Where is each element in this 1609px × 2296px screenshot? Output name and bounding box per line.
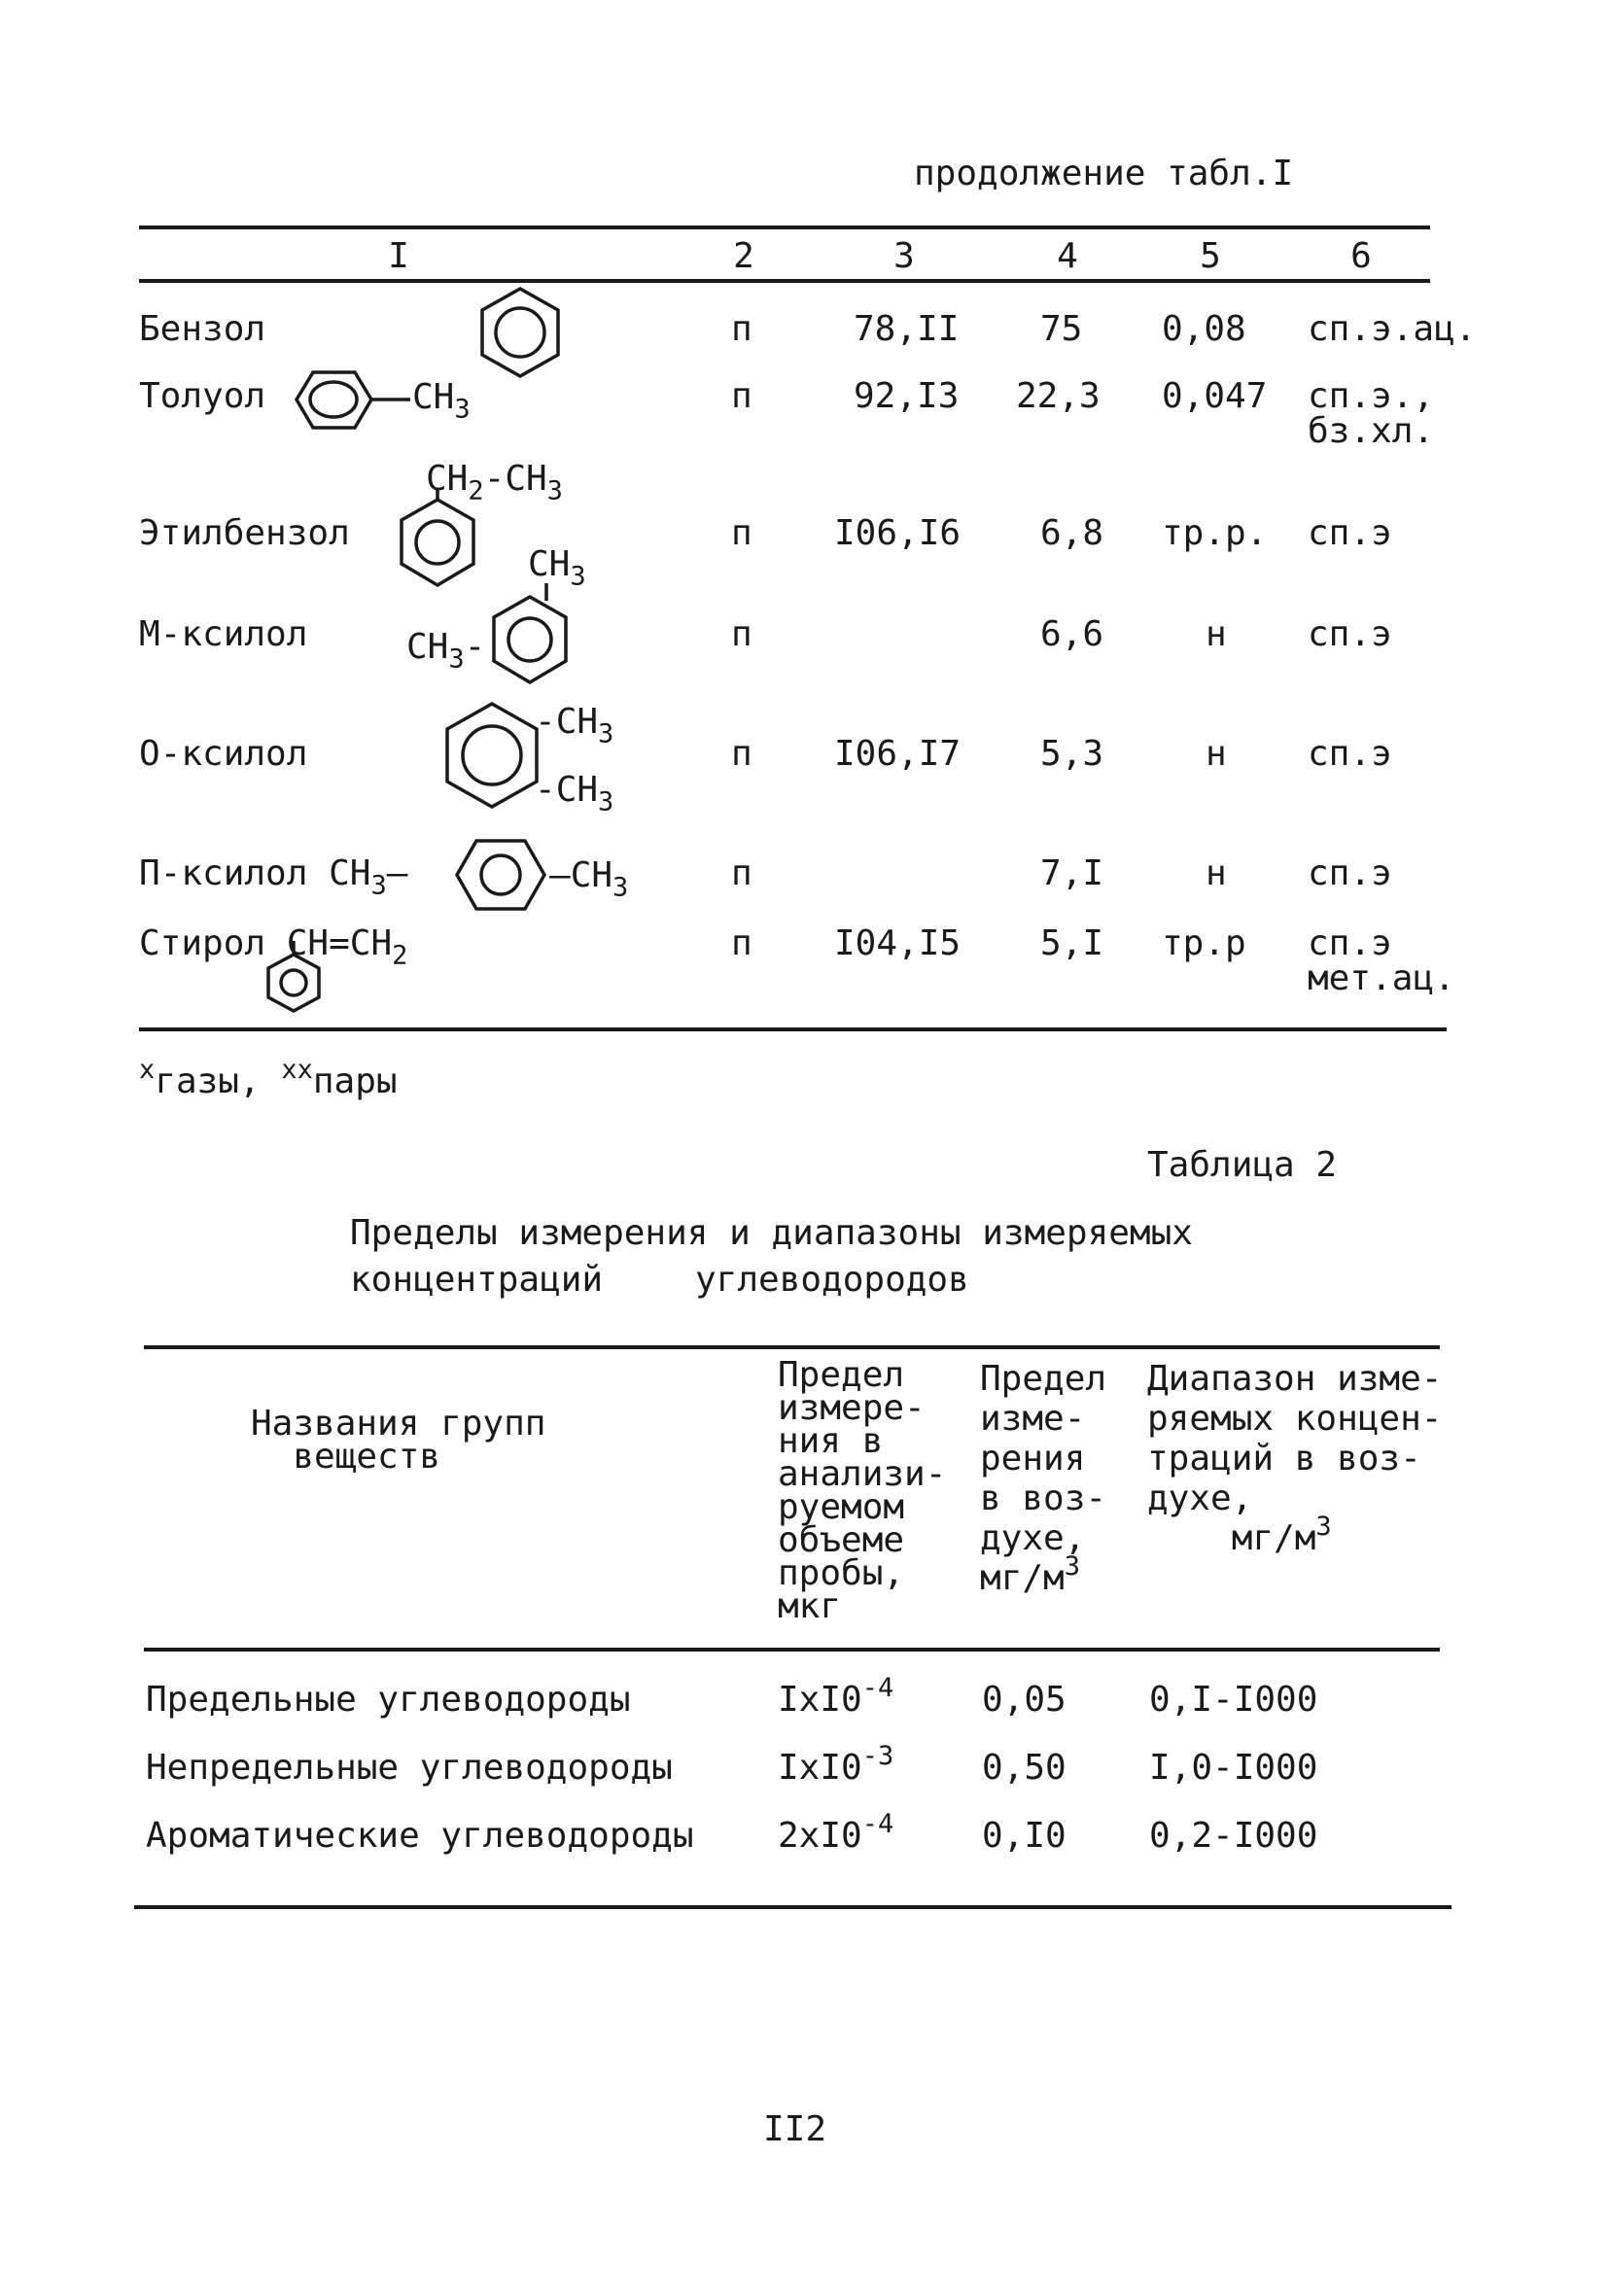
styrene-structure-icon [264,953,323,1016]
table2-row-unsaturated-range: I,0-I000 [1149,1748,1318,1788]
table2-row-saturated-range: 0,I-I000 [1149,1680,1318,1720]
table1-row-benzene-c5: 0,08 [1162,309,1246,349]
table1-row-ethylbenzene-c4: 6,8 [1040,513,1104,553]
table1-row-ethylbenzene-ch2ch3: $CH_2-CH_3$ [426,459,563,506]
table1-row-toluene-name: Толуол [139,376,266,416]
table2-row-aromatic-range: 0,2-I000 [1149,1816,1318,1856]
benzene-structure-icon [476,285,564,382]
table1-row-styrene-c6a: сп.э [1308,923,1392,963]
table1-row-styrene-c2: п [731,923,752,963]
table2-title-line2a: концентраций [350,1260,604,1300]
table1-row-ethylbenzene-name: Этилбензол [139,513,350,553]
table1-row-styrene-c4: 5,I [1040,923,1104,963]
table2-row-saturated-limit-air: 0,05 [982,1680,1067,1720]
table1-col-header-3: 3 [893,236,915,276]
table1-header-rule [139,279,1430,283]
table2-row-aromatic-limit-sample: $2xI0^{-4}$ [778,1809,894,1856]
mxylene-structure-icon [486,591,578,688]
table1-bottom-rule [139,1027,1447,1031]
pxylene-structure-icon [452,836,549,914]
table1-row-oxylene-ch3-lower: $-CH_3$ [535,770,614,818]
table1-row-pxylene-name: П-ксилол $CH_3—$ [139,853,408,901]
table1-row-toluene-c4: 22,3 [1016,376,1101,416]
table1-row-pxylene-c2: п [731,853,752,893]
table2-title-line1: Пределы измерения и диапазоны измеряемых [350,1213,1193,1253]
table1-row-styrene-c6b: мет.ац. [1308,958,1455,998]
table1-row-mxylene-ch3-left: $CH_3-$ [406,627,486,675]
table1-row-ethylbenzene-c2: п [731,513,752,553]
table1-row-benzene-c6: сп.э.ац. [1308,309,1477,349]
toluene-structure-icon [292,367,379,434]
table1-row-benzene-c2: п [731,309,752,349]
table1-row-toluene-ch3: $CH_3$ [412,377,471,425]
table2-row-unsaturated-group: Непредельные углеводороды [146,1748,673,1788]
table2-row-saturated-limit-sample: $IxI0^{-4}$ [778,1673,894,1720]
table2-header-limit-sample: Предел измере- ния в анализи- руемом объеме пробы, мкг [778,1355,947,1626]
table1-row-pxylene-c5: н [1206,853,1227,893]
table1-row-toluene-c6a: сп.э., [1308,376,1435,416]
table2-header-rule [144,1648,1440,1652]
table1-footnote: $^x$газы, $^{xx}$пары [139,1055,398,1101]
table1-row-oxylene-c5: н [1206,734,1227,774]
table1-row-toluene-c3: 92,I3 [854,376,960,416]
table1-row-pxylene-c6: сп.э [1308,853,1392,893]
ethylbenzene-structure-icon [394,496,481,593]
table2-row-aromatic-group: Ароматические углеводороды [146,1816,694,1856]
table2-row-saturated-group: Предельные углеводороды [146,1680,631,1720]
table1-row-ethylbenzene-c5: тр.р. [1162,513,1268,553]
table2-row-unsaturated-limit-sample: $IxI0^{-3}$ [778,1741,894,1788]
table1-col-header-6: 6 [1350,236,1372,276]
table1-row-toluene-c2: п [731,376,752,416]
table2-title-line2b: углеводородов [695,1260,969,1300]
table1-row-mxylene-c6: сп.э [1308,614,1392,654]
table1-row-styrene-c3: I04,I5 [834,923,962,963]
table1-row-toluene-c6b: бз.хл. [1308,411,1435,451]
table1-row-oxylene-c4: 5,3 [1040,734,1104,774]
table1-row-oxylene-c6: сп.э [1308,734,1392,774]
table1-row-ethylbenzene-c6: сп.э [1308,513,1392,553]
table1-row-benzene-c4: 75 [1040,309,1083,349]
table1-row-pxylene-c4: 7,I [1040,853,1104,893]
table1-col-header-2: 2 [733,236,754,276]
table1-caption: продолжение табл.I [914,154,1294,193]
table1-row-mxylene-c5: н [1206,614,1227,654]
table1-row-mxylene-c4: 6,6 [1040,614,1104,654]
table1-row-mxylene-c2: п [731,614,752,654]
table1-row-pxylene-ch3-right: $—CH_3$ [549,855,629,903]
table1-row-oxylene-c3: I06,I7 [834,734,962,774]
table1-row-benzene-name: Бензол [139,309,266,349]
table1-row-benzene-c3: 78,II [854,309,960,349]
table2-header-limit-air: Предел изме- рения в воз- духе, $мг/м^3$ [980,1359,1107,1598]
table1-row-styrene-name: Стирол $CH=CH_2$ [139,923,408,971]
table1-row-toluene-c5: 0,047 [1162,376,1268,416]
table2-header-group: Названия групп веществ [251,1404,546,1477]
table1-top-rule [139,226,1430,229]
table2-bottom-rule [134,1905,1452,1909]
table1-row-mxylene-name: М-ксилол [139,614,308,654]
table1-row-styrene-c5: тр.р [1162,923,1246,963]
table1-col-header-5: 5 [1200,236,1221,276]
table1-row-mxylene-ch3-top: $CH_3$ [528,544,586,592]
table1-col-header-4: 4 [1057,236,1078,276]
table2-label: Таблица 2 [1147,1145,1338,1185]
table1-row-oxylene-ch3-upper: $-CH_3$ [535,702,614,749]
table2-row-aromatic-limit-air: 0,I0 [982,1816,1067,1856]
table1-row-oxylene-name: О-ксилол [139,734,308,774]
table2-row-unsaturated-limit-air: 0,50 [982,1748,1067,1788]
table1-col-header-1: I [388,236,409,276]
table2-top-rule [144,1345,1440,1349]
oxylene-structure-icon [439,698,546,815]
table1-row-oxylene-c2: п [731,734,752,774]
table2-header-range: Диапазон изме- ряемых концен- траций в воз- духе, $мг/м^3$ [1147,1359,1443,1558]
page-number: II2 [763,2109,827,2149]
table1-row-ethylbenzene-c3: I06,I6 [834,513,962,553]
